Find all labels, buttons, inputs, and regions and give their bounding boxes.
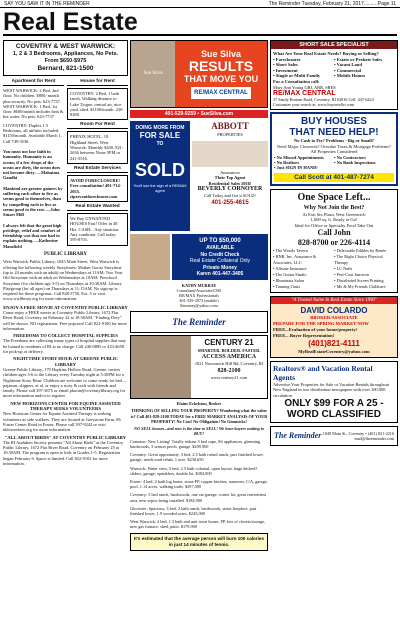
buy-item: • No Missed Appointments [274, 154, 324, 160]
sold-line-3: TO [156, 141, 164, 147]
murray-title: Consultant/Associate/CRS [176, 288, 222, 293]
one-space-phone: 828-8700 or 226-4114 [297, 238, 371, 248]
one-space-sub: Why Not Join the Best? [303, 204, 365, 211]
murray-phone: 401-529-2073 (mobile) [179, 298, 219, 303]
realtors-ad [270, 361, 398, 423]
realtors-price: ONLY $99 FOR A 25 - WORD CLASSIFIED [284, 397, 384, 420]
apt-text: WEST WARWICK: 2 Bed, 2nd floor. No children. $800/ month plus security. No pets. 623-7737. WEST WARWICK: 1 Bed, 1st floor. $600/month includes heat & hot water. No pets. 623-7737 [3, 88, 64, 120]
library-text: West Warwick Public Library, 1043 Main Street, West Warwick is offering the following weekly Storytimes: Mother Goose Storytime (up to 24 months with an adult) on Wednesdays at 11AM; Two Year Old Storytime with an adult on Wednesdays at 10AM; Preschool Storytime (for children age 3-5) on Thursdays at 10:30AM. Library Playgroup (for all ages) on Thursdays at 11:15AM. No sign-up is required for these programs. Call 828-3750, Ext. 5 or visit www.wwlibrary.org for more information. [3, 259, 123, 302]
headline-2: NO SELL houses...and now is the time to SELL! We have buyers waiting to BUY! [134, 426, 264, 437]
event-item [3, 401, 128, 433]
loan-line-4: Real Estate Collateral Only [189, 258, 251, 264]
agent-photo: Sue Silva [131, 41, 175, 107]
consult-name: Mary Ann Young GRI, ABR, SRES [273, 84, 336, 90]
agent-tagline: THAT MOVE YOU [183, 74, 259, 84]
colardo-title: BROKER/ASSOCIATE [310, 315, 358, 321]
century21-addr: 1821 Nooseneck Hill Rd, Coventry, RI [194, 361, 264, 367]
short-sale-question: What Are Your Real Estate Needs? Buying or Selling? [273, 51, 379, 56]
loan-line-3: No Credit Check [200, 251, 240, 258]
colardo-line-3: FREE... Buyer Representation! [273, 333, 335, 339]
century21-web: www.century21.com [210, 374, 248, 380]
sold-line-2: FOR SALE [139, 131, 181, 140]
tenant-item: • The Right Choice Physical Therapy [334, 254, 383, 266]
column-ads [130, 40, 268, 622]
page-header-strip [0, 0, 400, 8]
agent-phone-bar: 401-529-9259 • SueSilva.com [130, 110, 268, 118]
event-item [3, 435, 128, 467]
reminder-logo: The Reminder [274, 431, 322, 441]
century21-ad [130, 335, 268, 399]
service-item: • Vacant Land [334, 62, 362, 68]
tenant-item: • Delectable Edibles by Renée [334, 248, 387, 254]
page-title: Real Estate [3, 9, 397, 36]
buy-item: • No Contractors [334, 154, 366, 160]
murray-ad [130, 234, 268, 280]
tenant-item: • LC Nails [334, 266, 353, 272]
murray-name: KATHY MURRAY [181, 283, 217, 288]
apt-text-2: COVENTRY: Duplex 1.5 Bedrooms, all utilities included. $1150/month. Available March 1. Call 749-3530. [3, 122, 62, 144]
one-space-txt-3: Ideal for Office or Specialty Food Take Out [294, 222, 374, 228]
loan-phone: Karen 401-447-3405 [196, 271, 244, 277]
event-text: Greene Public Library, 179 Hopkins Hollow Road, Greene, invites children ages 3-6 to the Library every Tuesday night at 5:30PM for a Nighttime Story Hour. Children are welcome to come ready for bed..., pajamas, slippers, et al, or enjoy a story & craft with friends and family. Please call 397-3875 or email pkacar@coventrylibrary.org for more information and/or to register. [3, 366, 127, 399]
services-text: AVOID FORECLOSURE! Free consultation! 401-714-2055. ripreventforeclosure.com [67, 175, 128, 202]
quote-3: I always felt that the great high privilege, relief and comfort of friendship was that one had to explain nothing. —Katherine Mansfield [3, 222, 62, 249]
short-sale-ad [270, 40, 398, 110]
sold-line-5: You'll see the sign of a RE/MAX agent [133, 184, 187, 193]
coventry-title: COVENTRY & WEST WARWICK: [15, 43, 116, 50]
century21-tag: SMARTER. BOLDER. FASTER. [197, 348, 261, 353]
column-right-ads [270, 40, 398, 622]
one-space-txt-2: 1,000 sq. ft. Ready to Go! [310, 217, 358, 223]
listing-item: Glocester: Spacious, 3 bed, 2 bath ranch, hardwoods, stone fireplace, part finished lower, 1.9 wooded acres. $245,000 [130, 505, 257, 517]
buy-call: Call Scott at 401-487-7274 [274, 173, 394, 182]
buy-houses-ad [270, 112, 398, 185]
buy-title-1: BUY HOUSES [301, 116, 367, 128]
one-space-txt-1: At Exit Six Plaza, West Greenwich [302, 211, 366, 217]
header-left: SAY YOU SAW IT IN THE REMINDER [4, 1, 90, 7]
abbott-sub: PROPERTIES [217, 132, 243, 137]
services-heading: Real Estate Services [67, 166, 128, 173]
tenant-item: • Distributed Screen Printing [334, 278, 384, 284]
event-item [3, 305, 128, 331]
tenant-item: • The Woods Tavern [273, 248, 308, 254]
colardo-web: MyRealEstateCoventry@yahoo.com [298, 349, 370, 355]
coventry-phone: Bernard, 821-1500 [37, 65, 94, 72]
buy-q2: Need Major Closeouts? Overdue Taxes & Mortgage Problems? All Properties Considered [277, 143, 391, 155]
tennis-fact: It's estimated that the average person will burn 100 calories in just 14 minutes of tennis. [130, 533, 268, 551]
murray-photo [130, 234, 170, 280]
coventry-ad [3, 40, 128, 76]
colardo-tagline: "A Trusted Name In Real Estate Since 1990" [271, 297, 397, 304]
reminder-logo: The Reminder [130, 311, 268, 333]
event-title: FREEDOMS TO COLLECT HOSPITAL SUPPLIES [13, 333, 118, 339]
wanted-heading: Real Estate Wanted [67, 204, 128, 211]
coventry-sub: 1, 2 & 3 Bedrooms, Appliances, No Pets. From $650-$975 [12, 51, 119, 64]
abbott-photo [192, 141, 268, 167]
reminder-email: mail@thereminder.com [354, 435, 394, 441]
loan-line-2: AVAILABLE [206, 245, 234, 251]
realtors-text: Advertise Your Properties for Sale or Vacation Rentals throughout New England in two distribution newspapers with over 100,000 circulation [273, 382, 390, 398]
remax-logo: RE/MAX CENTRAL [273, 89, 336, 97]
event-text: The Freedoms are collecting many types of hospital supplies that may be loaned to residents of RI at no charge. Call 246-0885 or 433-4658 for pick-up or delivery. [3, 338, 126, 355]
broker-photo [131, 336, 191, 398]
abbott-line-2: Their Top Agent [214, 175, 246, 180]
headline-1: THINKING OF SELLING YOUR PROPERTY? Wondering what the value is? Call 401-828-2100 TODAY for a FREE MARKET ANALYSIS OF YOUR PROPERTY! No Cost! No Obligation! No Gimmicks! [130, 408, 268, 424]
loan-line-5: Private Money [203, 264, 237, 271]
remax-logo: RE/MAX CENTRAL [191, 87, 251, 99]
abbott-line-4: Call Today and Get it SOLD! [204, 193, 256, 198]
tenant-item: • Pest-Coat Junction [334, 272, 369, 278]
colardo-phone: (401)821-4111 [308, 339, 360, 349]
event-title: NEW HORIZONS CENTER FOR EQUINE ASSISTED THERAPY SEEKS VOLUNTEERS [10, 400, 121, 412]
column-classifieds [3, 40, 128, 622]
tenant-item: • Me & My Friends Childcare [334, 284, 386, 290]
remax-sold-ad [130, 121, 190, 231]
tenant-item: • Illuminata Salon [273, 278, 305, 284]
tenant-item: • Allstate Insurance [273, 266, 307, 272]
buy-q1: No Cash to Fix? Problems - Big or Small? [293, 138, 375, 144]
reminder-addr: 1049 Main St., Coventry • (401) 821-2216 [322, 430, 394, 436]
service-item: • Commercial [334, 67, 361, 73]
colardo-ad [270, 296, 398, 358]
listing-item: Foster: 4 bed, 2 bath log home, stone FP, copper kitchen, sunroom, C/A, garage, pool, 1.14 acres, walking trails. $297,000 [130, 479, 268, 490]
event-item [3, 356, 128, 398]
quote-2: Mankind are greater gainers by suffering each other to live as seems good to themselves, than by compelling each to live as seems good to the rest. —John Stuart Mill [3, 185, 63, 218]
short-sale-heading: SHORT SALE SPECIALIST [271, 41, 397, 49]
realtors-title: Realtors® and Vacation Rental Agents [273, 364, 373, 383]
event-title: ENJOY A FREE MOVIE AT COVENTRY PUBLIC LIBRARY [3, 304, 128, 310]
broker-caption: Elaine Eckelston, Broker [176, 401, 222, 406]
buy-item: • No Bank Inspections [334, 159, 376, 165]
abbott-phone: 401-255-4615 [211, 199, 249, 206]
one-space-call: Call John [317, 228, 351, 238]
consult-label: For a Consultation call: [273, 78, 320, 84]
one-space-title: One Space Left... [297, 191, 371, 203]
abbott-ad [192, 121, 268, 231]
event-item [3, 333, 128, 354]
service-item: • Short Sales [273, 62, 298, 68]
listing-item: Cranston: New Listing! Totally redone 3 bed cape, SS appliances, gleaming hardwoods, 3 season porch, garage. $209,900 [130, 438, 261, 449]
listing-item: Coventry: Great opportunity. 3 bed, 2.5 bath raised ranch, part finished lower, garage, needs total rehab, 1 acre. $230,650 [130, 452, 264, 463]
murray-brand: RE/MAX Professionals [179, 293, 219, 298]
tenant-item: • The Guitar Studio [273, 272, 307, 278]
sold-line-1: DOING MORE FROM [135, 125, 185, 131]
event-text: New Horizons Center for Equine Assisted Therapy is seeking volunteers as side walkers. They are located at Greystone Farm, 86 Foster Center Road in Foster. Please call 397-9242 or visit nhlorseshow.org for more information. [3, 411, 121, 433]
event-text: The RI Audubon Society presents "All About Birds" at the Coventry Public Library, 1672 Flat River Road, Coventry on February 25 at 10:30AM. The program is open to kids in Grades 1-5. Registration began February 6. Space is limited. Call 822-9102 for more information. [3, 439, 124, 466]
one-space-ad [270, 189, 398, 294]
service-item: • Investment [273, 67, 298, 73]
quote-1: You must not lose faith in humanity. Humanity is an ocean; if a few drops of the ocean are dirty, the ocean does not become dirty. —Mahatma Gandhi [3, 148, 61, 181]
service-item: • Mobile Homes [334, 73, 366, 79]
agent-results: RESULTS [188, 58, 254, 74]
consult-web: Customize your search at: www.buyorsellri.com [273, 102, 354, 108]
agent-name: Sue Silva [200, 49, 242, 59]
colardo-name: DAVID COLARDO [300, 306, 368, 316]
buy-title-2: THAT NEED HELP! [289, 127, 379, 139]
event-title: "ALL ABOUT BIRDS" AT COVENTRY PUBLIC LIBRARY [4, 434, 127, 440]
service-item: • Estate or Probate Sales [334, 56, 383, 62]
service-item: • Foreclosures [273, 56, 301, 62]
murray-email: Kmurray@yahoo.com [180, 303, 218, 308]
abbott-line-1: Announces [220, 169, 240, 175]
colardo-line-2: FREE...Evaluation of your home/property! [273, 327, 358, 333]
abbott-logo: ABBOTT [211, 121, 249, 131]
sue-silva-ad [130, 40, 268, 108]
library-heading: PUBLIC LIBRARY [43, 252, 88, 258]
tenant-item: • BNR, Inc. Assurance & Associates, LLC [273, 254, 317, 266]
reminder-footer-ad [270, 426, 398, 446]
century21-phone: 828-2100 [217, 367, 241, 374]
header-right: The Reminder Tuesday, February 21, 2017..........Page 11 [268, 1, 396, 7]
loan-line-1: UP TO $50,000 [199, 238, 241, 244]
listing-item: Warwick: Water view, 3 bed, 2.5 bath colonial, open layout, huge decked? sliders, garage, sprinklers, double lot. $384,900 [130, 465, 258, 476]
tenant-item: • Tanning Oasis [273, 284, 301, 290]
century21-office: ACCESS AMERICA [201, 354, 257, 361]
room-text: PHENIX HOTEL, 18 Highland Street, West Warwick: Monthly $430. 821-2636 between Noon-5PM or 241-5516. [67, 131, 128, 163]
sold-line-4: SOLD [134, 160, 185, 180]
buy-item: • No Realtors [274, 159, 299, 165]
listing-item: Coventry: 3 bed ranch, hardwoods, one car garage, corner lot, great convenient area, new septic being installed. $184,900 [130, 492, 266, 503]
century21-logo: CENTURY 21 [204, 338, 254, 347]
colardo-line-1: PREPARE FOR THE SPRING MARKET NOW [273, 321, 369, 327]
buy-item: • Just SIGN IN HAND! [274, 165, 318, 171]
room-heading: Room For Rent [67, 122, 128, 129]
event-title: NIGHTTIME STORY HOUR AT GREENE PUBLIC LIBRARY [13, 356, 118, 367]
consult-addr: 37 Sandy Bottom Road, Coventry, RI 02816 Cell: 447-6424 [273, 96, 374, 102]
abbott-line-3: Residential Sales 2016! [208, 180, 252, 186]
house-heading: House for Rent [67, 79, 128, 86]
event-text: Come enjoy a FREE movie at Coventry Public Library, 1672 Flat River Road, Coventry on February 22 at 10:30AM. "Finding Dory" will be shown. NO registration. Free popcorn! Call 822-9100 for more information. [3, 309, 127, 331]
abbott-name: BEVERLY CORNOYER [197, 186, 263, 192]
house-text: COVENTRY: 2 Bed, 1 bath ranch. Walking distance to Lake Tiogue, central air, nice yard, shed. $1100/month. 230-8288. [67, 88, 128, 120]
wanted-text: We Buy UNWANTED HOUSES Fast! Offer in 48 Hrs. CASH... Any situation. Any condition. Call today. 595-8703. [67, 213, 128, 245]
apt-heading: Apartment for Rent [3, 79, 64, 86]
listing-item: West Warwick: 2 bed, 1.5 bath end unit town house, FP, lots of closets/storage, new gas furnace, shed, patio. $179,900 [130, 519, 266, 530]
service-item: • Single or Multi Family [273, 73, 321, 79]
